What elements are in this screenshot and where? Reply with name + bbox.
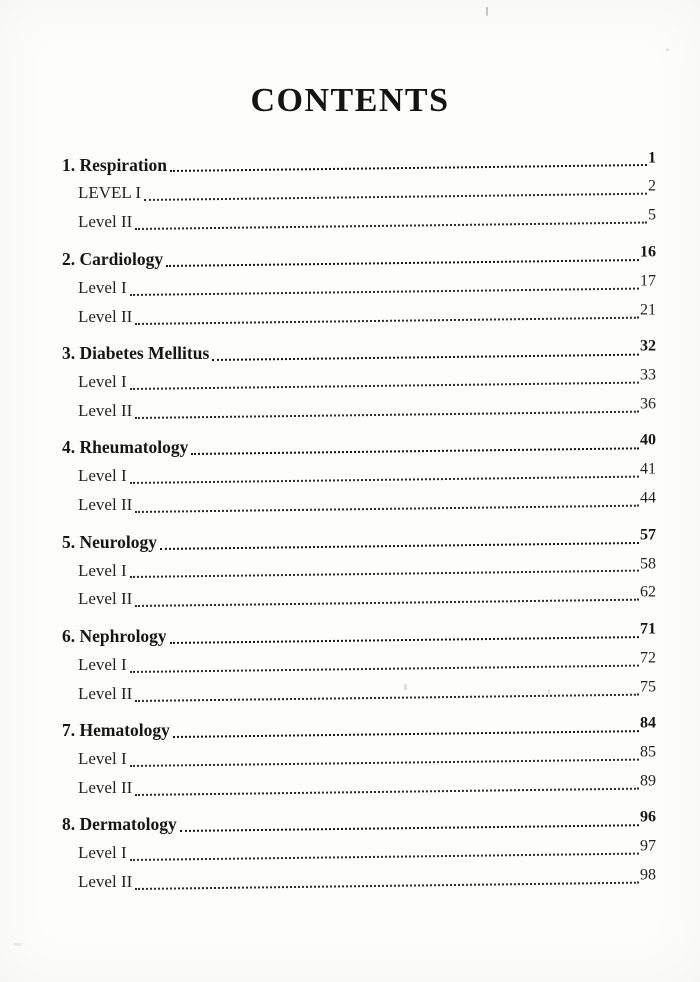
toc-row-chapter-1-sub-1 <box>62 179 656 208</box>
toc-row-chapter-1-sub-2 <box>62 208 656 237</box>
table-of-contents <box>62 143 656 897</box>
toc-entry-page-number: 32 <box>640 337 656 355</box>
toc-entry-page-number: 98 <box>640 866 656 884</box>
toc-row-chapter-4 <box>62 433 656 462</box>
dot-leader <box>128 651 639 680</box>
toc-entry-page-number: 41 <box>640 460 656 478</box>
toc-entry-page-number: 21 <box>640 301 656 319</box>
toc-row-chapter-3-sub-2 <box>62 397 656 426</box>
toc-entry-page-number: 57 <box>640 526 656 544</box>
toc-entry-page-number: 62 <box>640 583 656 601</box>
toc-entry-page-number: 16 <box>640 243 656 261</box>
toc-row-chapter-2 <box>62 245 656 274</box>
toc-row-chapter-6-sub-1 <box>62 651 656 680</box>
toc-row-chapter-7-sub-1 <box>62 745 656 774</box>
toc-row-chapter-3 <box>62 339 656 368</box>
toc-entry-label: Level I <box>78 843 127 863</box>
dot-leader <box>128 745 639 774</box>
toc-row-chapter-6-sub-2 <box>62 680 656 709</box>
dot-leader <box>178 810 639 839</box>
toc-entry-page-number: 85 <box>640 743 656 761</box>
dot-leader <box>128 274 639 303</box>
toc-entry-page-number: 33 <box>640 366 656 384</box>
toc-entry-page-number: 84 <box>640 714 656 732</box>
dot-leader <box>133 585 639 614</box>
toc-entry-label: Level II <box>78 872 133 892</box>
scan-artifact <box>14 943 22 946</box>
dot-leader <box>210 339 639 368</box>
toc-row-chapter-8-sub-2 <box>62 868 656 897</box>
dot-leader <box>171 716 639 745</box>
toc-entry-label: Level II <box>78 589 133 609</box>
page-title: CONTENTS <box>250 82 450 119</box>
dot-leader <box>189 433 639 462</box>
dot-leader <box>133 397 639 426</box>
toc-entry-label: Level I <box>78 372 127 392</box>
dot-leader <box>128 557 639 586</box>
dot-leader <box>164 245 639 274</box>
toc-row-chapter-5 <box>62 528 656 557</box>
toc-row-chapter-4-sub-2 <box>62 491 656 520</box>
toc-row-chapter-7 <box>62 716 656 745</box>
toc-entry-page-number: 75 <box>640 678 656 696</box>
dot-leader <box>133 208 647 237</box>
toc-entry-page-number: 36 <box>640 395 656 413</box>
toc-entry-label: 2. Cardiology <box>62 248 164 269</box>
toc-row-chapter-2-sub-2 <box>62 303 656 332</box>
toc-entry-label: LEVEL I <box>78 183 142 203</box>
toc-entry-page-number: 2 <box>648 177 656 195</box>
toc-entry-label: Level I <box>78 654 127 674</box>
toc-row-chapter-3-sub-1 <box>62 368 656 397</box>
toc-row-chapter-8 <box>62 810 656 839</box>
toc-entry-label: Level II <box>78 400 133 420</box>
toc-entry-label: Level II <box>78 212 133 232</box>
toc-entry-label: Level I <box>78 277 127 297</box>
scan-artifact <box>548 689 550 694</box>
toc-entry-label: 4. Rheumatology <box>62 437 189 458</box>
toc-entry-label: Level II <box>78 306 133 326</box>
toc-entry-label: 3. Diabetes Mellitus <box>62 343 210 364</box>
toc-entry-page-number: 97 <box>640 837 656 855</box>
dot-leader <box>158 528 639 557</box>
toc-entry-page-number: 5 <box>648 206 656 224</box>
dot-leader <box>128 368 639 397</box>
toc-entry-label: Level I <box>78 560 127 580</box>
toc-row-chapter-4-sub-1 <box>62 462 656 491</box>
toc-row-chapter-5-sub-2 <box>62 585 656 614</box>
toc-row-chapter-6 <box>62 622 656 651</box>
toc-row-chapter-1 <box>62 151 656 180</box>
toc-entry-page-number: 1 <box>648 149 656 167</box>
toc-entry-label: 6. Nephrology <box>62 625 167 646</box>
dot-leader <box>168 151 647 180</box>
toc-row-chapter-8-sub-1 <box>62 839 656 868</box>
toc-row-chapter-7-sub-2 <box>62 774 656 803</box>
toc-entry-page-number: 89 <box>640 772 656 790</box>
dot-leader <box>133 680 639 709</box>
dot-leader <box>128 839 639 868</box>
toc-entry-page-number: 44 <box>640 489 656 507</box>
dot-leader <box>133 774 639 803</box>
dot-leader <box>128 462 639 491</box>
scan-artifact <box>666 48 669 51</box>
dot-leader <box>142 179 647 208</box>
toc-entry-page-number: 40 <box>640 431 656 449</box>
toc-entry-page-number: 58 <box>640 555 656 573</box>
scan-artifact <box>404 684 407 690</box>
toc-entry-label: 8. Dermatology <box>62 814 177 835</box>
dot-leader <box>133 491 639 520</box>
toc-entry-page-number: 71 <box>640 620 656 638</box>
toc-entry-label: Level I <box>78 466 127 486</box>
scan-artifact <box>486 7 488 16</box>
toc-entry-label: Level II <box>78 495 133 515</box>
toc-entry-label: Level II <box>78 777 133 797</box>
toc-entry-label: 5. Neurology <box>62 531 157 552</box>
toc-row-chapter-5-sub-1 <box>62 557 656 586</box>
toc-entry-label: 1. Respiration <box>62 154 167 175</box>
toc-entry-page-number: 72 <box>640 649 656 667</box>
dot-leader <box>133 303 639 332</box>
toc-entry-label: 7. Hematology <box>62 720 170 741</box>
dot-leader <box>168 622 639 651</box>
toc-entry-label: Level I <box>78 749 127 769</box>
toc-entry-label: Level II <box>78 683 133 703</box>
toc-row-chapter-2-sub-1 <box>62 274 656 303</box>
toc-entry-page-number: 17 <box>640 272 656 290</box>
toc-entry-page-number: 96 <box>640 808 656 826</box>
dot-leader <box>133 868 639 897</box>
